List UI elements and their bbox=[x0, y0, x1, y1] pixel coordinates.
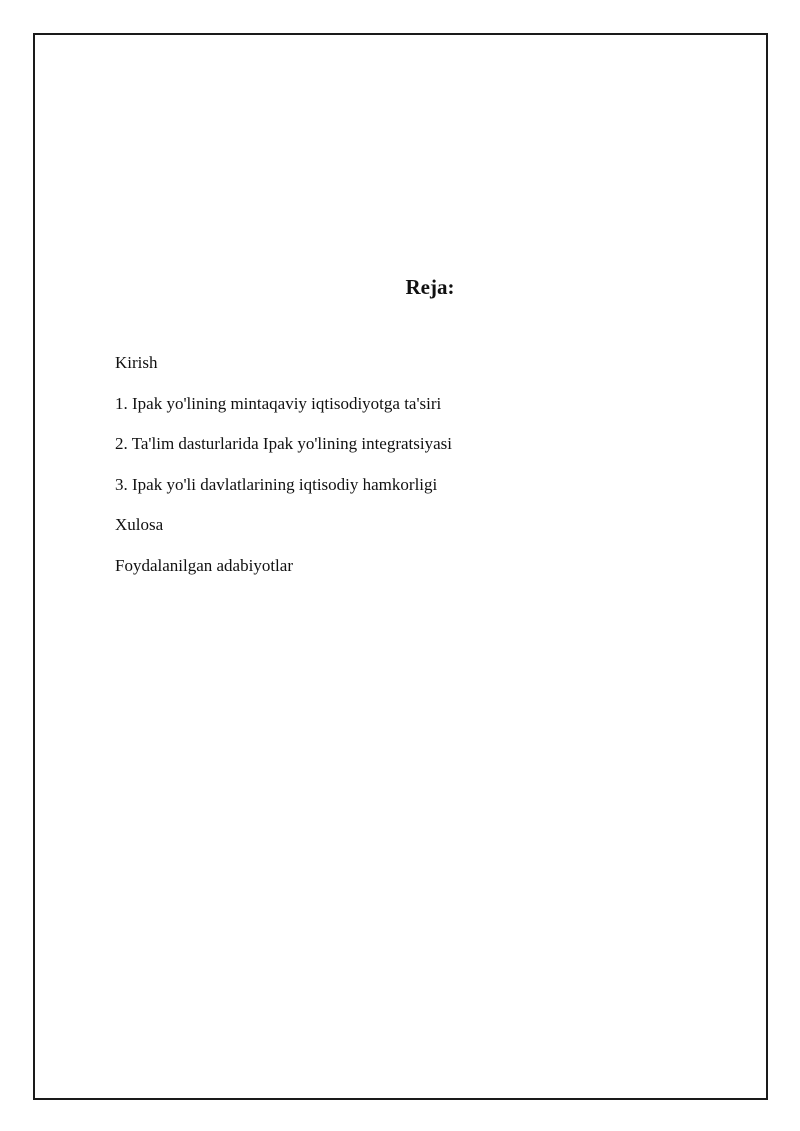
plan-item-3: 3. Ipak yo'li davlatlarining iqtisodiy hamkorligi bbox=[115, 474, 438, 494]
plan-item-introduction: Kirish bbox=[115, 353, 158, 372]
page-title: Reja: bbox=[405, 275, 455, 299]
plan-item-conclusion: Xulosa bbox=[115, 515, 164, 534]
plan-item-references: Foydalanilgan adabiyotlar bbox=[115, 555, 293, 575]
plan-item-1: 1. Ipak yo'lining mintaqaviy iqtisodiyotga ta'siri bbox=[115, 393, 442, 413]
plan-list bbox=[115, 351, 452, 594]
plan-item-2: 2. Ta'lim dasturlarida Ipak yo'lining integratsiyasi bbox=[115, 434, 452, 453]
